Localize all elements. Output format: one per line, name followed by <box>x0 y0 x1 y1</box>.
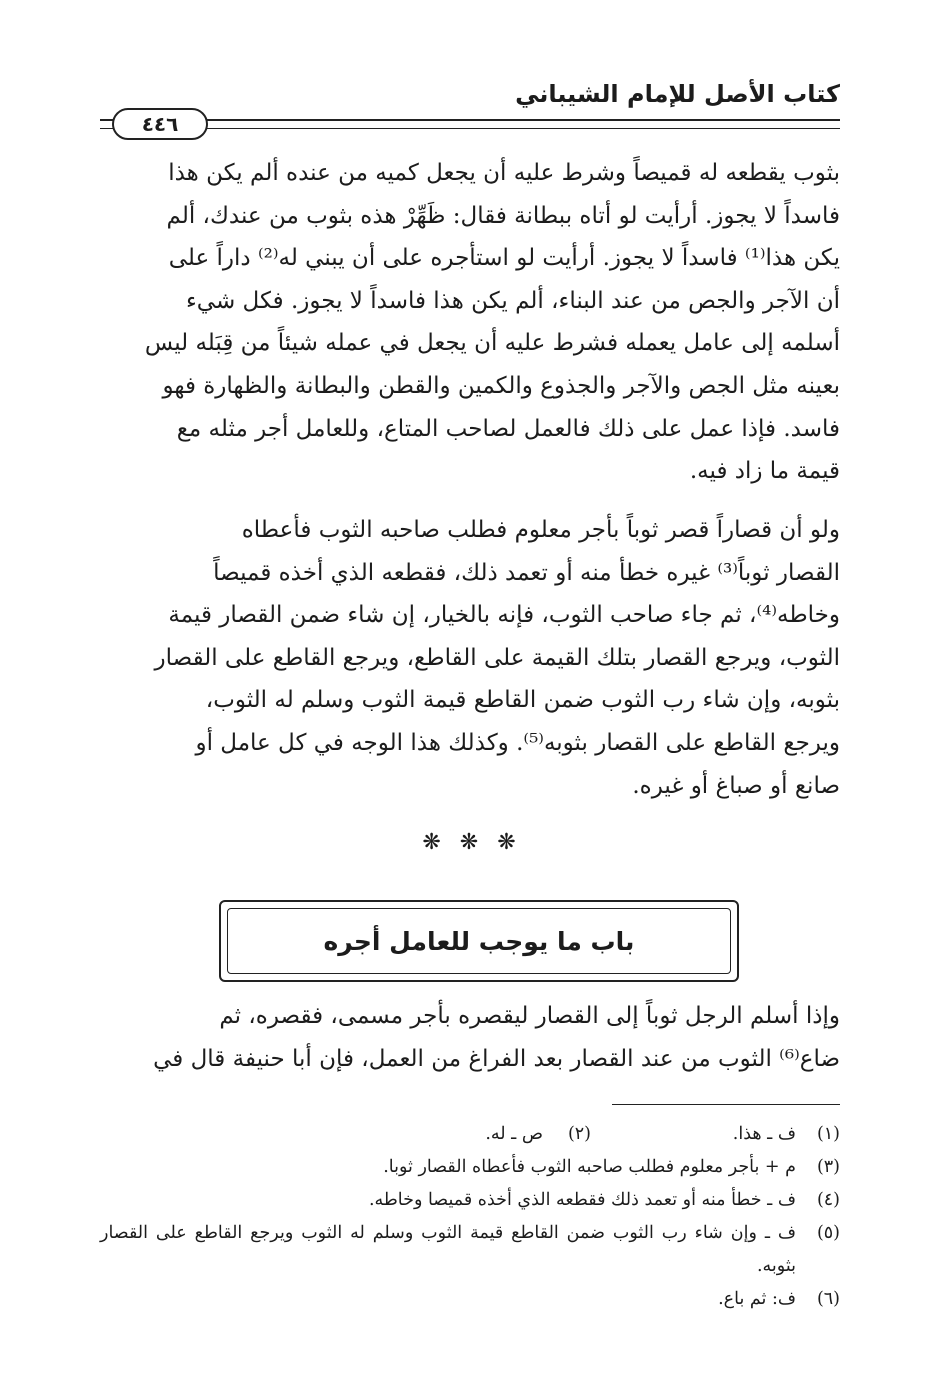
chapter-title-frame <box>219 900 739 982</box>
running-header-title: كتاب الأصل للإمام الشيباني <box>515 80 840 108</box>
footnote-number: (٢) <box>567 1124 591 1144</box>
chapter-title-inner-frame <box>227 908 731 974</box>
page-number: ٤٤٦ <box>112 108 208 140</box>
footnote-row-3 <box>100 1151 840 1184</box>
footnote-number: (٣) <box>816 1157 840 1177</box>
header-rule-thick <box>100 119 840 121</box>
footnote-number: (٥) <box>816 1223 840 1243</box>
chapter-title: باب ما يوجب للعامل أجره <box>323 926 635 956</box>
paragraph-1: بثوب يقطعه له قميصاً وشرط عليه أن يجعل كميه من عنده ألم يكن هذا فاسداً لا يجوز. أرأيت لو أتاه ببطانة فقال: ظَهِّرْ هذه بثوب من عندك، ألم يكن هذا⁽¹⁾ فاسداً لا يجوز. أرأيت لو استأجره على أن يبني له⁽²⁾ داراً على أن الآجر والجص من عند البناء، ألم يكن هذا فاسداً لا يجوز. فكل شيء أسلمه إلى عامل يعمله فشرط عليه أن يجعل في عمله شيئاً من قِبَله ليس بعينه مثل الجص والآجر والجذوع والكمين والقطن والبطانة والظهارة فهو فاسد. فإذا عمل على ذلك فالعمل لصاحب المتاع، وللعامل أجر مثله مع قيمة ما زاد فيه. <box>144 160 840 485</box>
footnote-number: (٤) <box>816 1190 840 1210</box>
footnote-text: ف ـ خطأ منه أو تعمد ذلك فقطعه الذي أخذه قميصا وخاطه. <box>368 1190 796 1210</box>
section-separator-ornament: ❋ ❋ ❋ <box>422 830 522 855</box>
footnote-row-6 <box>100 1283 840 1316</box>
footnote-text: ف: ثم باع. <box>718 1289 796 1309</box>
footnotes <box>100 1118 840 1316</box>
footnote-text: ف ـ هذا. <box>732 1124 796 1144</box>
footnote-text: م + بأجر معلوم فطلب صاحبه الثوب فأعطاه القصار ثوبا. <box>383 1157 796 1177</box>
footnote-row-1-2 <box>100 1118 840 1151</box>
footnote-text: ص ـ له. <box>485 1124 543 1144</box>
footnote-rule <box>612 1104 840 1105</box>
footnote-row-4 <box>100 1184 840 1217</box>
paragraph-3: وإذا أسلم الرجل ثوباً إلى القصار ليقصره بأجر مسمى، فقصره، ثم ضاع⁽⁶⁾ الثوب من عند القصار بعد الفراغ من العمل، فإن أبا حنيفة قال في <box>153 1003 840 1072</box>
header-rule-thin <box>100 128 840 129</box>
footnote-number: (١) <box>816 1124 840 1144</box>
paragraph-2: ولو أن قصاراً قصر ثوباً بأجر معلوم فطلب صاحبه الثوب فأعطاه القصار ثوباً⁽³⁾ غيره خطأ منه أو تعمد ذلك، فقطعه الذي أخذه قميصاً وخاطه⁽⁴⁾، ثم جاء صاحب الثوب، فإنه بالخيار، إن شاء ضمن القصار قيمة الثوب، ويرجع القصار بتلك القيمة على القاطع، ويرجع القاطع على القصار بثوبه، وإن شاء رب الثوب ضمن القاطع قيمة الثوب وسلم له الثوب، ويرجع القاطع على القصار بثوبه⁽⁵⁾. وكذلك هذا الوجه في كل عامل أو صانع أو صباغ أو غيره. <box>154 517 840 799</box>
footnote-number: (٦) <box>816 1289 840 1309</box>
footnote-text: ف ـ وإن شاء رب الثوب ضمن القاطع قيمة الثوب وسلم له الثوب ويرجع القاطع على القصار بثوبه. <box>100 1223 796 1276</box>
footnote-row-5 <box>100 1217 840 1283</box>
